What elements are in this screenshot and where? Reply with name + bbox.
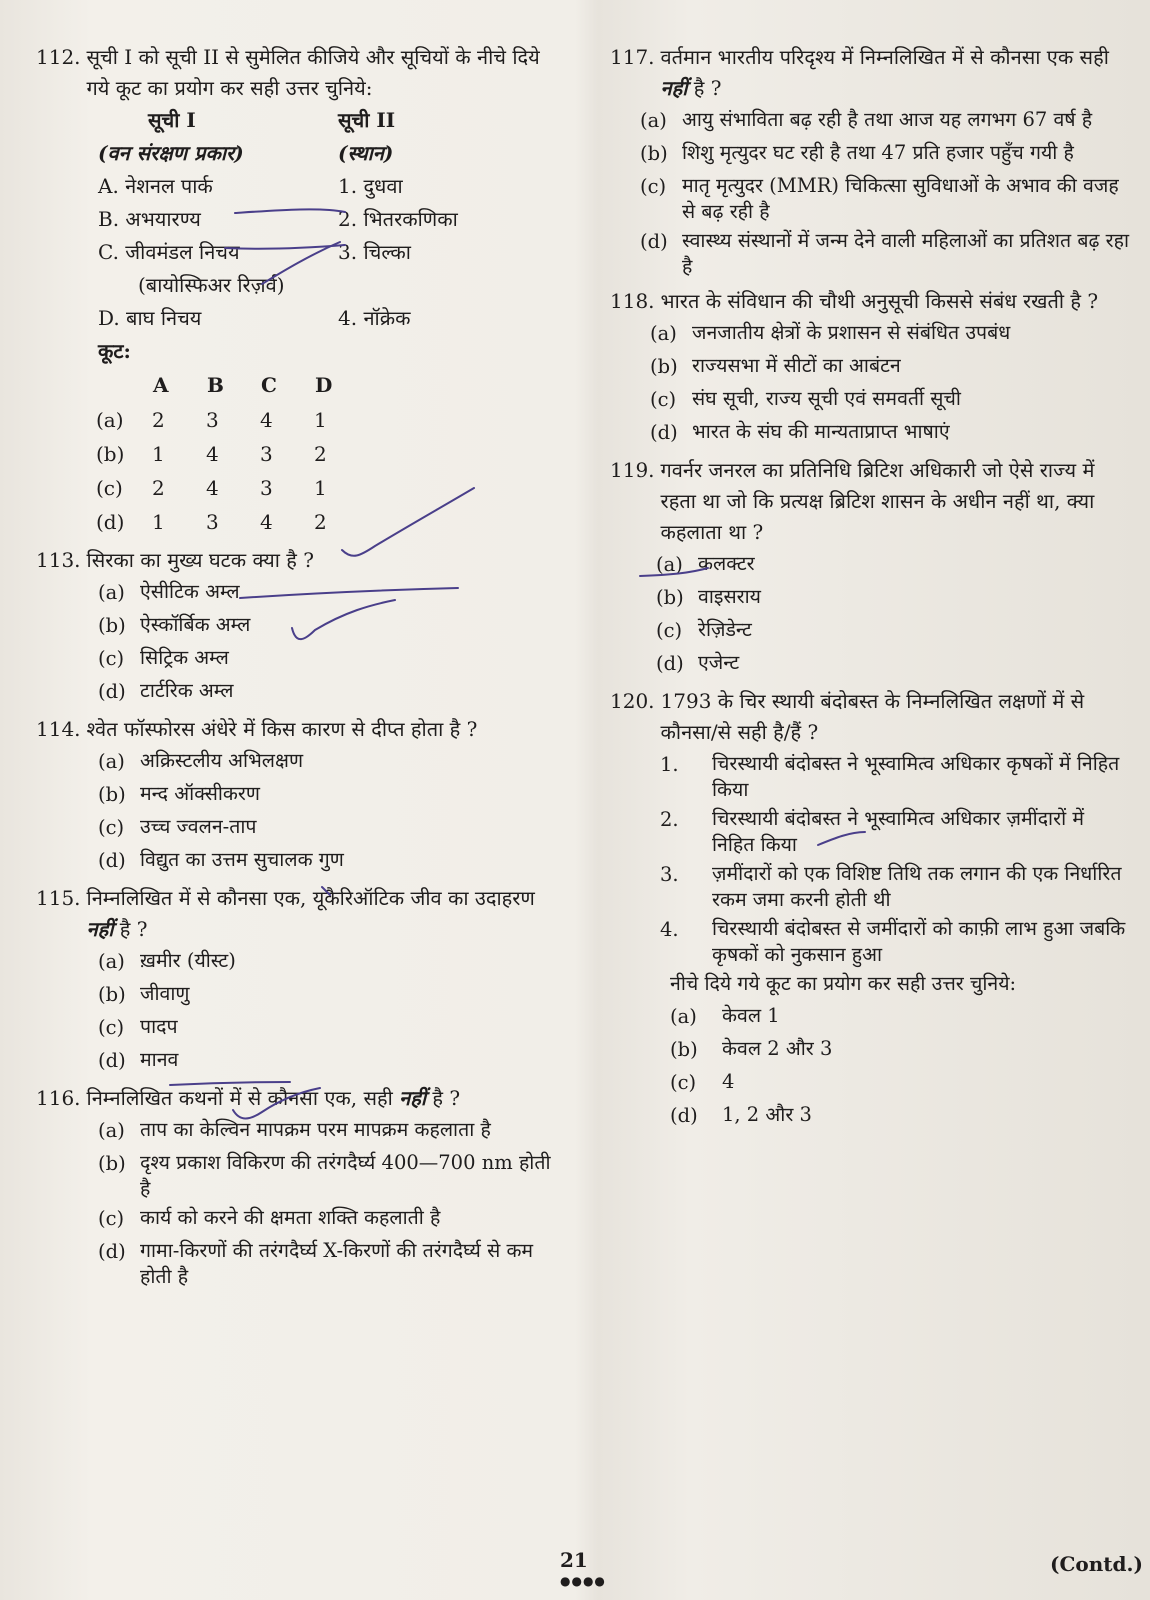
question-text-part: निम्नलिखित कथनों में से कौनसा एक, सही [86,1086,400,1110]
option-d[interactable] [656,647,1130,680]
code-row[interactable] [96,471,368,505]
options-list [98,1114,556,1290]
question-number: 120. [610,689,655,713]
option-label: (c) [98,816,125,839]
question-120 [610,686,1130,1132]
list2-item: 2. भितरकणिका [338,207,458,231]
question-text-part: है ? [113,917,148,941]
option-c[interactable] [650,383,1130,416]
options-list [670,1000,1130,1132]
option-label: (c) [98,1016,125,1039]
option-label: (c) [640,175,667,198]
options-list [656,548,1130,680]
option-text: केवल 2 और 3 [722,1037,833,1060]
question-number: 116. [36,1086,81,1110]
question-text [87,1083,556,1114]
option-c[interactable] [98,811,556,844]
question-text: भारत के संविधान की चौथी अनुसूची किससे संबंध रखती है ? [660,289,1099,313]
option-label: (a) [98,581,125,604]
option-label: (d) [96,510,125,534]
question-119 [610,455,1130,680]
option-d[interactable] [650,416,1130,449]
option-text: पादप [140,1015,178,1038]
statement-text: चिरस्थायी बंदोबस्त ने भूस्वामित्व अधिकार ज़मींदारों में निहित किया [712,807,1084,856]
option-label: (a) [650,322,677,345]
option-label: (b) [98,983,126,1006]
option-text: कलक्टर [698,552,755,575]
option-a[interactable] [670,1000,1130,1033]
list1-subtitle: (वन संरक्षण प्रकार) [98,141,244,165]
list1-item: D. बाघ निचय [98,306,202,330]
question-number: 115. [36,886,81,910]
question-number: 114. [36,717,81,741]
code-cell: 4 [206,476,219,500]
option-text: सिट्रिक अम्ल [140,646,229,669]
option-b[interactable] [670,1033,1130,1066]
option-a[interactable] [98,745,556,778]
question-text [661,42,1130,104]
match-lists [98,104,556,335]
option-text: 4 [722,1070,735,1093]
option-text: आयु संभाविता बढ़ रही है तथा आज यह लगभग 67 वर्ष है [682,108,1093,131]
option-label: (b) [98,783,126,806]
option-a[interactable] [98,1114,556,1147]
left-column [36,42,556,1296]
option-d[interactable] [640,225,1130,280]
match-row [98,170,556,203]
question-text: श्वेत फॉस्फोरस अंधेरे में किस कारण से दीप्त होता है ? [86,717,478,741]
code-label: कूट: [98,339,131,363]
option-b[interactable] [98,609,556,642]
code-row[interactable] [96,505,368,539]
option-label: (a) [96,408,124,432]
option-d[interactable] [98,675,556,708]
option-a[interactable] [98,945,556,978]
code-cell: 3 [260,442,273,466]
option-text: राज्यसभा में सीटों का आबंटन [692,354,901,377]
option-label: (b) [656,586,684,609]
option-label: (c) [98,647,125,670]
code-cell: 4 [260,510,273,534]
code-cell: 2 [152,476,165,500]
code-cell: 2 [314,510,327,534]
statement-label: 4. [660,918,679,941]
match-row [98,236,556,269]
option-label: (b) [98,614,126,637]
option-label: (a) [98,950,125,973]
option-text: मानव [140,1048,179,1071]
code-cell: 1 [152,510,165,534]
code-cell: 4 [206,442,219,466]
options-list [98,945,556,1077]
question-118 [610,286,1130,449]
emphasis-not: नहीं [86,917,114,941]
option-label: (d) [670,1104,698,1127]
option-a[interactable] [640,104,1130,137]
option-text: ख़मीर (यीस्ट) [140,949,236,972]
option-label: (d) [98,849,126,872]
option-text: वाइसराय [698,585,761,608]
list1-item: A. नेशनल पार्क [98,174,213,198]
option-text: ऐस्कॉर्बिक अम्ल [140,613,251,636]
option-label: (c) [98,1207,125,1230]
right-column [610,42,1130,1138]
option-label: (c) [96,476,123,500]
option-d[interactable] [98,1235,556,1290]
option-text: टार्टरिक अम्ल [140,679,234,702]
statement-text: चिरस्थायी बंदोबस्त ने भूस्वामित्व अधिकार कृषकों में निहित किया [712,752,1120,801]
option-a[interactable] [650,317,1130,350]
option-c[interactable] [670,1066,1130,1099]
emphasis-not: नहीं [399,1086,427,1110]
option-text: कार्य को करने की क्षमता शक्ति कहलाती है [140,1206,441,1229]
option-b[interactable] [98,1147,556,1202]
option-text: अक्रिस्टलीय अभिलक्षण [140,749,304,772]
code-col-header: A [153,373,169,397]
statement-2 [660,803,1130,858]
code-cell: 4 [260,408,273,432]
list1-item-note: (बायोस्फिअर रिज़र्व) [138,273,285,297]
option-b[interactable] [640,137,1130,170]
question-text: 1793 के चिर स्थायी बंदोबस्त के निम्नलिखित लक्षणों में से कौनसा/से सही है/हैं ? [660,689,1085,744]
option-label: (a) [656,553,683,576]
question-114 [36,714,556,877]
option-label: (a) [98,1119,125,1142]
option-label: (b) [96,442,125,466]
question-text-part: निम्नलिखित में से कौनसा एक, यूकैरिऑटिक जीव का उदाहरण [86,886,535,910]
question-text: गवर्नर जनरल का प्रतिनिधि ब्रिटिश अधिकारी जो ऐसे राज्य में रहता था जो कि प्रत्यक्ष ब्रिटिश शासन के अधीन नहीं था, क्या कहलाता था ? [660,458,1095,544]
option-label: (c) [670,1071,697,1094]
question-115 [36,883,556,1077]
option-text: एजेन्ट [698,651,740,674]
option-b[interactable] [656,581,1130,614]
option-label: (b) [650,355,678,378]
option-text: मन्द ऑक्सीकरण [140,782,260,805]
list1-title: सूची I [148,108,196,132]
question-text [87,883,556,945]
option-label: (d) [98,1049,126,1072]
question-text-part: है ? [687,76,722,100]
option-text: ऐसीटिक अम्ल [140,580,240,603]
question-116 [36,1083,556,1290]
option-c[interactable] [98,1202,556,1235]
answer-code-table [96,367,368,539]
emphasis-not: नहीं [660,76,688,100]
statements-list [660,748,1130,968]
options-list [640,104,1130,280]
code-col-header: D [315,373,333,397]
option-label: (c) [656,619,683,642]
code-cell: 2 [152,408,165,432]
statement-1 [660,748,1130,803]
question-text-part: है ? [426,1086,461,1110]
option-text: संघ सूची, राज्य सूची एवं समवर्ती सूची [692,387,961,410]
list2-item [378,269,556,302]
option-label: (d) [98,680,126,703]
option-d[interactable] [98,1044,556,1077]
code-cell: 1 [314,408,327,432]
option-label: (b) [670,1038,698,1061]
question-number: 113. [36,548,81,572]
code-cell: 2 [314,442,327,466]
code-cell: 1 [152,442,165,466]
option-c[interactable] [640,170,1130,225]
code-cell: 1 [314,476,327,500]
statement-text: चिरस्थायी बंदोबस्त से जमींदारों को काफ़ी लाभ हुआ जबकि कृषकों को नुकसान हुआ [712,917,1126,966]
question-number: 119. [610,458,655,482]
option-text: भारत के संघ की मान्यताप्राप्त भाषाएं [692,420,950,443]
code-row[interactable] [96,403,368,437]
code-cell: 3 [206,510,219,534]
code-row[interactable] [96,437,368,471]
option-label: (a) [670,1005,697,1028]
option-label: (d) [640,230,668,253]
list2-item: 4. नॉक्रेक [338,306,411,330]
option-text: 1, 2 और 3 [722,1103,812,1126]
option-text: विद्युत का उत्तम सुचालक गुण [140,848,344,871]
code-instruction: नीचे दिये गये कूट का प्रयोग कर सही उत्तर चुनिये: [670,972,1017,995]
list2-item: 1. दुधवा [338,174,403,198]
question-number: 117. [610,45,655,69]
option-text: शिशु मृत्युदर घट रही है तथा 47 प्रति हजार पहुँच गयी है [682,141,1074,164]
option-label: (a) [640,109,667,132]
options-list [98,576,556,708]
page-dots: ●●●● [560,1574,606,1588]
option-text: रेज़िडेन्ट [698,618,752,641]
list1-item: C. जीवमंडल निचय [98,240,240,264]
option-label: (b) [640,142,668,165]
option-d[interactable] [670,1099,1130,1132]
statement-3 [660,858,1130,913]
statement-label: 3. [660,863,679,886]
option-text: केवल 1 [722,1004,780,1027]
option-label: (d) [650,421,678,444]
question-text: सिरका का मुख्य घटक क्या है ? [86,548,314,572]
question-number: 118. [610,289,655,313]
list2-title: सूची II [338,108,396,132]
question-text-part: वर्तमान भारतीय परिदृश्य में निम्नलिखित में से कौनसा एक सही [660,45,1109,69]
question-text: सूची I को सूची II से सुमेलित कीजिये और सूचियों के नीचे दिये गये कूट का प्रयोग कर सही उत्तर चुनिये: [86,45,540,100]
code-cell: 3 [206,408,219,432]
option-label: (d) [98,1240,126,1263]
option-text: ताप का केल्विन मापक्रम परम मापक्रम कहलाता है [140,1118,491,1141]
option-c[interactable] [98,642,556,675]
option-text: स्वास्थ्य संस्थानों में जन्म देने वाली महिलाओं का प्रतिशत बढ़ रहा है [682,229,1130,278]
code-cell: 3 [260,476,273,500]
code-col-header: C [261,373,277,397]
option-text: दृश्य प्रकाश विकिरण की तरंगदैर्घ्य 400—700 nm होती है [140,1151,551,1200]
option-text: मातृ मृत्युदर (MMR) चिकित्सा सुविधाओं के अभाव की वजह से बढ़ रही है [682,174,1119,223]
option-text: जीवाणु [140,982,190,1005]
option-text: जनजातीय क्षेत्रों के प्रशासन से संबंधित उपबंध [692,321,1011,344]
option-b[interactable] [650,350,1130,383]
option-b[interactable] [98,778,556,811]
option-b[interactable] [98,978,556,1011]
question-113 [36,545,556,708]
option-label: (b) [98,1152,126,1175]
options-list [98,745,556,877]
list2-item: 3. चिल्का [338,240,411,264]
list2-subtitle: (स्थान) [338,141,394,165]
continued-label: (Contd.) [1050,1552,1143,1576]
question-117 [610,42,1130,280]
code-col-header: B [207,373,224,397]
match-row [98,203,556,236]
statement-label: 2. [660,808,679,831]
list1-item: B. अभयारण्य [98,207,201,231]
match-row [98,269,556,302]
option-label: (c) [650,388,677,411]
statement-label: 1. [660,753,679,776]
option-d[interactable] [98,844,556,877]
option-a[interactable] [98,576,556,609]
option-c[interactable] [656,614,1130,647]
statement-text: ज़मींदारों को एक विशिष्ट तिथि तक लगान की एक निर्धारित रकम जमा करनी होती थी [712,862,1122,911]
option-a[interactable] [656,548,1130,581]
option-text: गामा-किरणों की तरंगदैर्घ्य X-किरणों की तरंगदैर्घ्य से कम होती है [140,1239,534,1288]
match-row [98,302,556,335]
option-text: उच्च ज्वलन-ताप [140,815,257,838]
option-label: (d) [656,652,684,675]
statement-4 [660,913,1130,968]
options-list [650,317,1130,449]
question-number: 112. [36,45,81,69]
option-c[interactable] [98,1011,556,1044]
page-number: 21 [560,1548,588,1572]
option-label: (a) [98,750,125,773]
question-112 [36,42,556,539]
